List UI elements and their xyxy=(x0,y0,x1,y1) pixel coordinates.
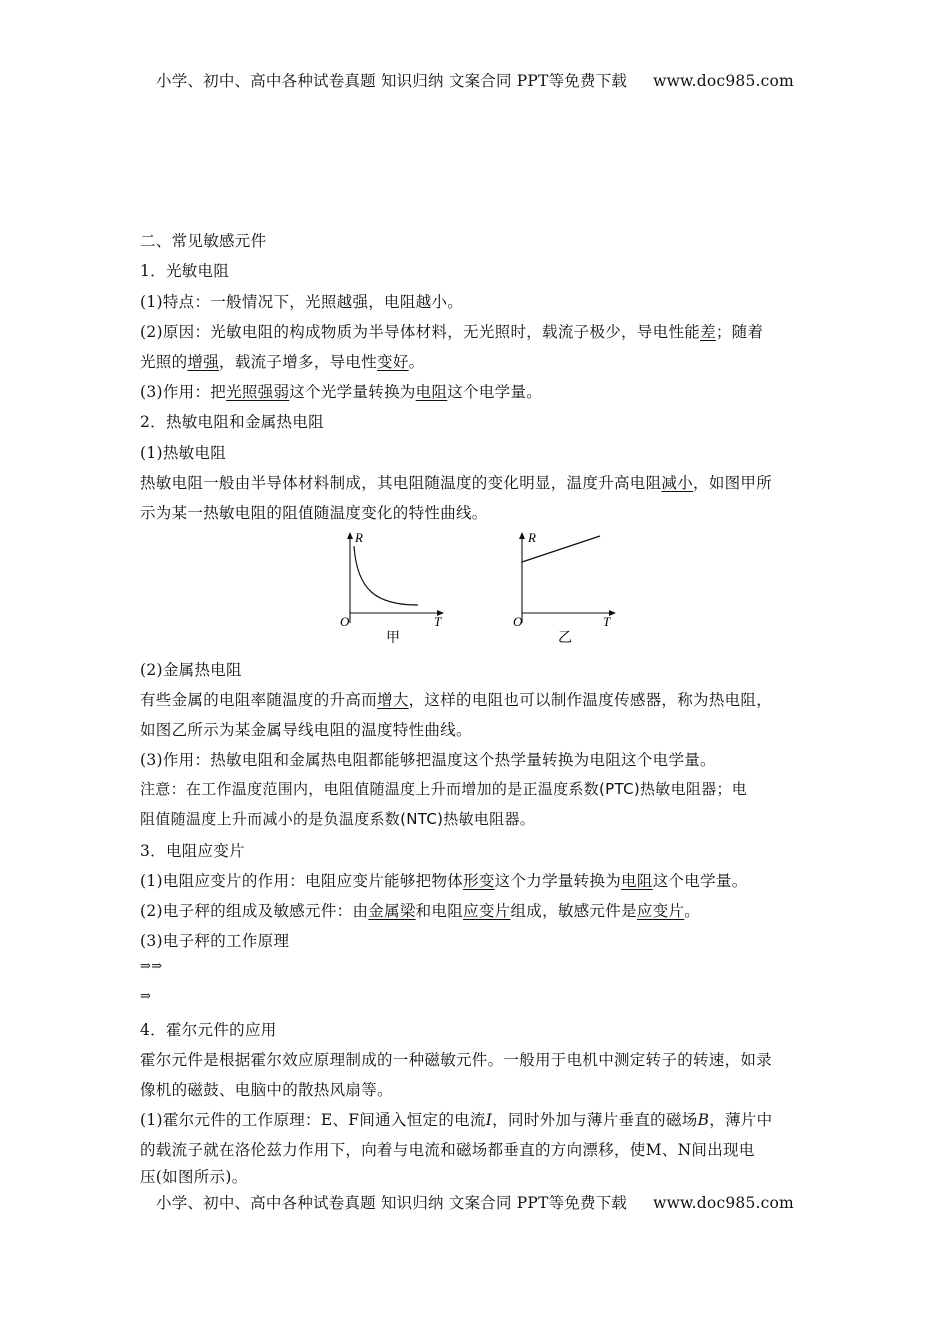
footer-text: 小学、初中、高中各种试卷真题 知识归纳 文案合同 PPT等免费下载 xyxy=(156,1194,628,1212)
answer-blank: 增强 xyxy=(187,353,220,371)
s4-para2-line2: 的载流子就在洛伦兹力作用下，向着与电流和磁场都垂直的方向漂移，使M、N间出现电 xyxy=(140,1141,755,1159)
origin-label: O xyxy=(340,614,350,629)
note-line1: 注意：在工作温度范围内，电阻值随温度上升而增加的是正温度系数(PTC)热敏电阻器；电 xyxy=(140,780,748,798)
figure-metal-resistor-curve xyxy=(502,528,632,648)
s2-para1-line2: 示为某一热敏电阻的阻值随温度变化的特性曲线。 xyxy=(140,504,488,522)
answer-blank: 电阻 xyxy=(415,383,448,401)
current-symbol: I xyxy=(485,1111,493,1129)
answer-blank: 形变 xyxy=(463,872,495,890)
s3-arrows-1: ⇒⇒ xyxy=(140,959,163,974)
section-title: 二、常见敏感元件 xyxy=(140,232,267,250)
x-axis-label: T xyxy=(434,614,442,629)
note-line2: 阻值随温度上升而减小的是负温度系数(NTC)热敏电阻器。 xyxy=(140,810,536,828)
s1-reason-line2: 光照的增强，载流子增多，导电性变好。 xyxy=(140,353,425,371)
answer-blank: 金属梁 xyxy=(368,902,416,920)
y-axis-label: R xyxy=(355,530,363,545)
s3-para3: (3)电子秤的工作原理 xyxy=(140,932,290,950)
y-axis-label: R xyxy=(528,530,536,545)
page-header xyxy=(0,69,950,91)
s3-arrows-2: ⇒ xyxy=(140,989,152,1004)
answer-blank: 减小 xyxy=(661,474,694,492)
header-text: 小学、初中、高中各种试卷真题 知识归纳 文案合同 PPT等免费下载 xyxy=(156,72,628,90)
header-site-link[interactable]: www.doc985.com xyxy=(653,72,794,90)
s3-title: 3．电阻应变片 xyxy=(140,842,245,860)
decreasing-curve xyxy=(354,546,418,605)
s3-para1: (1)电阻应变片的作用：电阻应变片能够把物体形变这个力学量转换为电阻这个电学量。 xyxy=(140,872,748,890)
y-axis-arrow-icon xyxy=(519,532,525,539)
figure-caption: 乙 xyxy=(558,631,572,646)
s2-function: (3)作用：热敏电阻和金属热电阻都能够把温度这个热学量转换为电阻这个电学量。 xyxy=(140,751,716,769)
s2-sub2: (2)金属热电阻 xyxy=(140,661,242,679)
answer-blank: 差 xyxy=(700,323,716,341)
s4-para2-line3: 压(如图所示)。 xyxy=(140,1168,248,1186)
answer-blank: 应变片 xyxy=(463,902,511,920)
s2-para2-line1: 有些金属的电阻率随温度的升高而增大，这样的电阻也可以制作温度传感器，称为热电阻， xyxy=(140,691,773,709)
field-symbol: B xyxy=(697,1111,710,1129)
s4-title: 4．霍尔元件的应用 xyxy=(140,1021,277,1039)
answer-blank: 应变片 xyxy=(636,902,685,920)
s2-sub1: (1)热敏电阻 xyxy=(140,444,227,462)
answer-blank: 电阻 xyxy=(621,872,653,890)
answer-blank: 增大 xyxy=(377,691,409,709)
s1-feature: (1)特点：一般情况下，光照越强，电阻越小。 xyxy=(140,293,464,311)
answer-blank: 光照强弱 xyxy=(226,383,290,401)
s2-title: 2．热敏电阻和金属热电阻 xyxy=(140,413,324,431)
s2-para2-line2: 如图乙所示为某金属导线电阻的温度特性曲线。 xyxy=(140,721,472,739)
figure-caption: 甲 xyxy=(386,631,400,646)
s3-para2: (2)电子秤的组成及敏感元件：由金属梁和电阻应变片组成，敏感元件是应变片。 xyxy=(140,902,701,920)
footer-site-link[interactable]: www.doc985.com xyxy=(653,1194,794,1212)
s4-para2-line1: (1)霍尔元件的工作原理：E、F间通入恒定的电流I，同时外加与薄片垂直的磁场B，薄片中 xyxy=(140,1111,773,1129)
x-axis-label: T xyxy=(603,614,611,629)
s4-para1-line1: 霍尔元件是根据霍尔效应原理制成的一种磁敏元件。一般用于电机中测定转子的转速，如录 xyxy=(140,1051,773,1069)
origin-label: O xyxy=(513,614,523,629)
s1-function: (3)作用：把光照强弱这个光学量转换为电阻这个电学量。 xyxy=(140,383,543,401)
figure-thermistor-curve xyxy=(330,528,460,648)
y-axis-arrow-icon xyxy=(347,532,353,539)
s1-reason-line1: (2)原因：光敏电阻的构成物质为半导体材料，无光照时，载流子极少，导电性能差；随着 xyxy=(140,323,764,341)
s4-para1-line2: 像机的磁鼓、电脑中的散热风扇等。 xyxy=(140,1081,393,1099)
page-footer xyxy=(0,1191,950,1213)
s1-title: 1．光敏电阻 xyxy=(140,262,230,280)
s2-para1-line1: 热敏电阻一般由半导体材料制成，其电阻随温度的变化明显，温度升高电阻减小，如图甲所 xyxy=(140,474,773,492)
answer-blank: 变好 xyxy=(377,353,409,371)
